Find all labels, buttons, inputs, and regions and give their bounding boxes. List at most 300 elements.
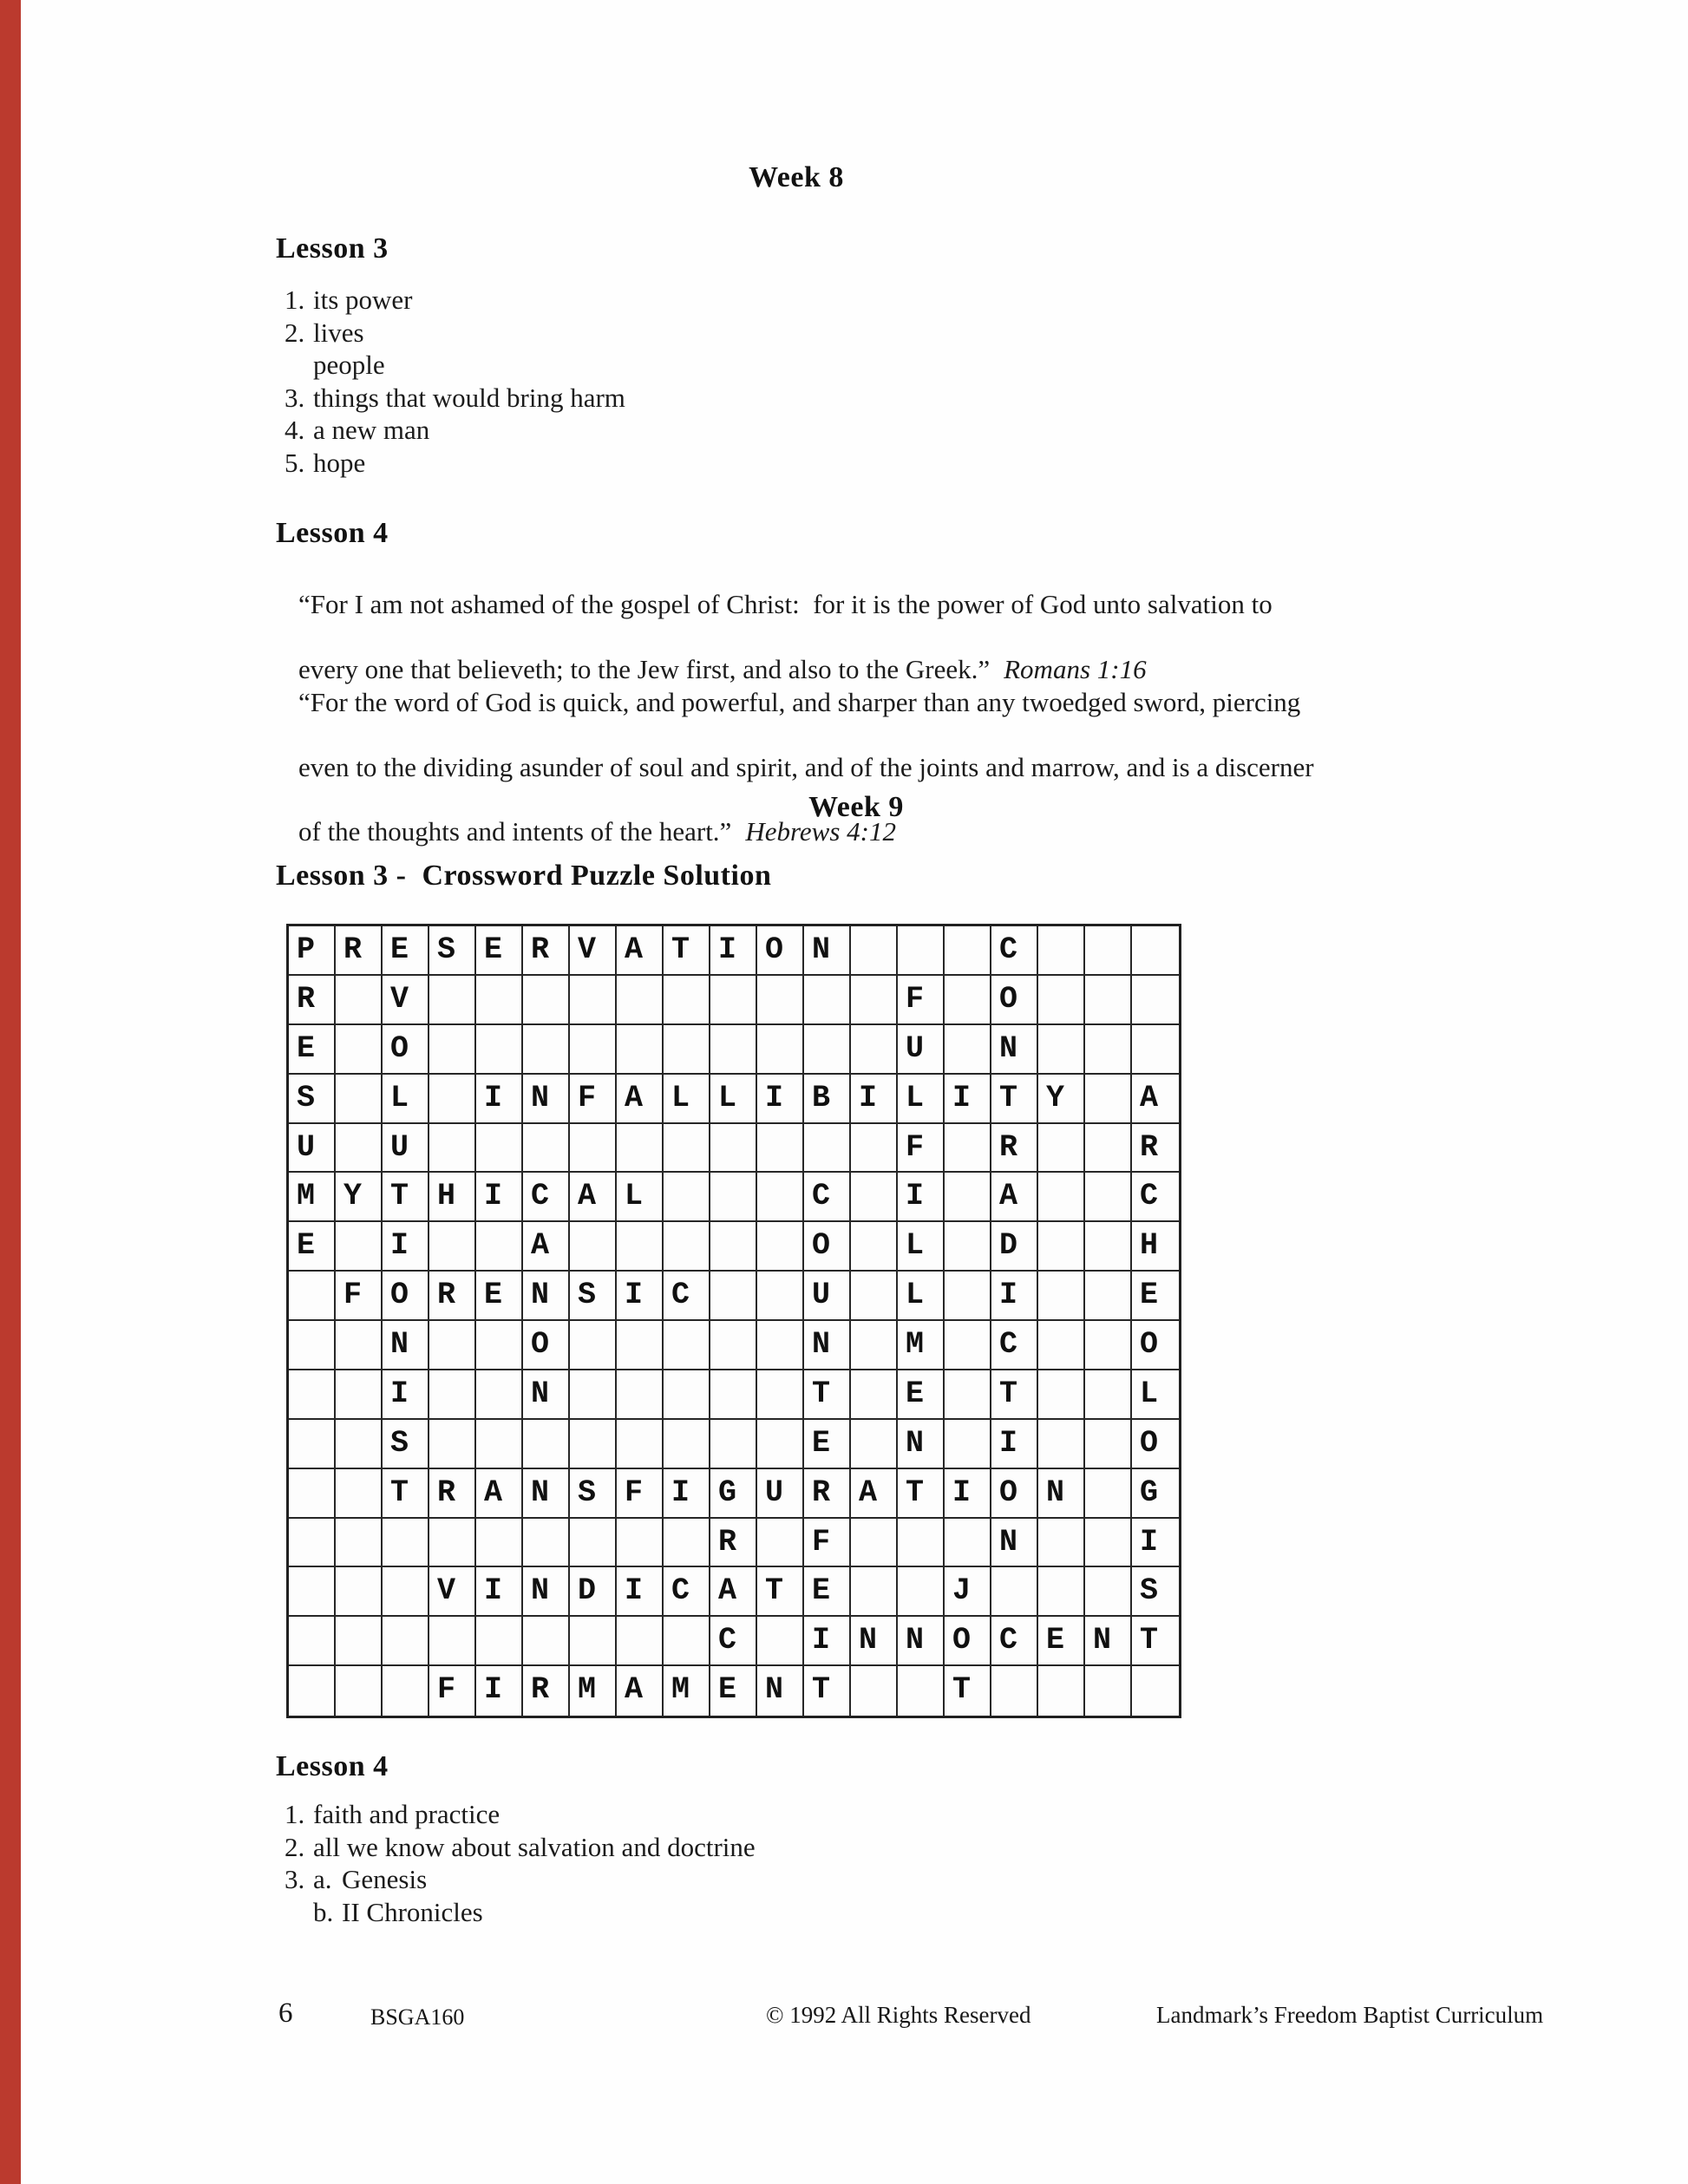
grid-cell-empty bbox=[570, 1025, 617, 1075]
grid-cell-letter: H bbox=[1132, 1222, 1179, 1272]
quote-romans-line2: every one that believeth; to the Jew first, and also to the Greek.” bbox=[298, 653, 991, 684]
grid-cell-letter: C bbox=[991, 1321, 1038, 1370]
grid-cell-letter: T bbox=[383, 1469, 429, 1519]
grid-cell-letter: E bbox=[804, 1420, 851, 1469]
grid-cell-letter: N bbox=[991, 1025, 1038, 1075]
grid-cell-empty bbox=[710, 1173, 757, 1222]
grid-cell-letter: E bbox=[289, 1025, 336, 1075]
grid-cell-empty bbox=[945, 1370, 991, 1420]
list-item-text: Genesis bbox=[342, 1864, 428, 1895]
list-item-subletter: b. bbox=[313, 1896, 334, 1927]
grid-cell-letter: R bbox=[429, 1469, 476, 1519]
grid-cell-letter: R bbox=[289, 976, 336, 1025]
grid-cell-letter: N bbox=[898, 1617, 945, 1666]
grid-cell-empty bbox=[664, 976, 710, 1025]
grid-cell-empty bbox=[1085, 926, 1132, 976]
grid-cell-letter: T bbox=[945, 1666, 991, 1716]
grid-cell-empty bbox=[945, 1272, 991, 1321]
grid-cell-letter: O bbox=[991, 976, 1038, 1025]
grid-cell-letter: S bbox=[1132, 1567, 1179, 1617]
grid-cell-empty bbox=[945, 1025, 991, 1075]
grid-cell-empty bbox=[570, 1124, 617, 1174]
grid-cell-empty bbox=[336, 1321, 383, 1370]
list-item bbox=[285, 1798, 756, 1831]
list-item-number bbox=[285, 349, 313, 382]
grid-cell-letter: L bbox=[383, 1075, 429, 1124]
grid-cell-empty bbox=[804, 1025, 851, 1075]
week8-title: Week 8 bbox=[749, 161, 844, 193]
grid-cell-empty bbox=[429, 1370, 476, 1420]
grid-cell-empty bbox=[757, 1420, 804, 1469]
grid-cell-empty bbox=[1085, 1469, 1132, 1519]
grid-cell-empty bbox=[710, 1025, 757, 1075]
grid-cell-empty bbox=[383, 1519, 429, 1568]
grid-cell-empty bbox=[336, 1469, 383, 1519]
grid-cell-letter: V bbox=[570, 926, 617, 976]
grid-cell-empty bbox=[710, 1420, 757, 1469]
grid-cell-empty bbox=[804, 1124, 851, 1174]
grid-cell-letter: N bbox=[1085, 1617, 1132, 1666]
grid-cell-empty bbox=[570, 1321, 617, 1370]
grid-cell-letter: M bbox=[570, 1666, 617, 1716]
grid-cell-empty bbox=[1132, 926, 1179, 976]
grid-cell-empty bbox=[1085, 1420, 1132, 1469]
quote-romans-line1: “For I am not ashamed of the gospel of Christ: for it is the power of God unto salvation to bbox=[298, 589, 1273, 620]
grid-cell-empty bbox=[617, 1519, 664, 1568]
grid-cell-empty bbox=[898, 1666, 945, 1716]
grid-cell-empty bbox=[289, 1666, 336, 1716]
list-item-number: 1. bbox=[285, 1799, 305, 1829]
grid-cell-empty bbox=[757, 1173, 804, 1222]
grid-cell-empty bbox=[336, 1370, 383, 1420]
grid-cell-letter: I bbox=[617, 1272, 664, 1321]
grid-cell-empty bbox=[476, 1370, 523, 1420]
grid-cell-letter: D bbox=[570, 1567, 617, 1617]
grid-cell-letter: D bbox=[991, 1222, 1038, 1272]
grid-cell-letter: T bbox=[991, 1075, 1038, 1124]
quote-hebrews-line1: “For the word of God is quick, and powerful, and sharper than any twoedged sword, piercing bbox=[298, 687, 1301, 718]
copyright-notice: © 1992 All Rights Reserved bbox=[766, 2002, 1031, 2028]
list-item-text: lives bbox=[313, 317, 364, 348]
grid-cell-empty bbox=[429, 1321, 476, 1370]
grid-cell-empty bbox=[570, 976, 617, 1025]
grid-cell-empty bbox=[851, 1124, 898, 1174]
grid-cell-empty bbox=[1085, 1370, 1132, 1420]
grid-cell-letter: F bbox=[898, 1124, 945, 1174]
grid-cell-empty bbox=[664, 1025, 710, 1075]
list-item-number: 2. bbox=[285, 317, 305, 348]
grid-cell-letter: C bbox=[710, 1617, 757, 1666]
grid-cell-letter: N bbox=[851, 1617, 898, 1666]
grid-cell-letter: N bbox=[804, 926, 851, 976]
grid-cell-empty bbox=[851, 1519, 898, 1568]
grid-cell-empty bbox=[851, 1321, 898, 1370]
grid-cell-letter: S bbox=[570, 1272, 617, 1321]
grid-cell-empty bbox=[851, 976, 898, 1025]
grid-cell-empty bbox=[757, 976, 804, 1025]
grid-cell-empty bbox=[1085, 1124, 1132, 1174]
grid-cell-empty bbox=[1038, 1173, 1085, 1222]
grid-cell-empty bbox=[991, 1666, 1038, 1716]
list-item bbox=[285, 349, 625, 382]
grid-cell-empty bbox=[664, 1420, 710, 1469]
grid-cell-empty bbox=[898, 1567, 945, 1617]
grid-cell-empty bbox=[757, 1025, 804, 1075]
grid-cell-letter: I bbox=[476, 1075, 523, 1124]
grid-cell-letter: E bbox=[383, 926, 429, 976]
grid-cell-empty bbox=[429, 1519, 476, 1568]
grid-cell-empty bbox=[289, 1519, 336, 1568]
grid-cell-letter: Y bbox=[1038, 1075, 1085, 1124]
grid-cell-empty bbox=[1132, 976, 1179, 1025]
grid-cell-empty bbox=[710, 1222, 757, 1272]
grid-cell-letter: J bbox=[945, 1567, 991, 1617]
grid-cell-empty bbox=[570, 1370, 617, 1420]
grid-cell-letter: S bbox=[570, 1469, 617, 1519]
grid-cell-letter: O bbox=[757, 926, 804, 976]
grid-cell-letter: F bbox=[429, 1666, 476, 1716]
grid-cell-letter: O bbox=[383, 1272, 429, 1321]
grid-cell-letter: N bbox=[523, 1075, 570, 1124]
grid-cell-empty bbox=[851, 1173, 898, 1222]
grid-cell-letter: G bbox=[1132, 1469, 1179, 1519]
grid-cell-empty bbox=[429, 1075, 476, 1124]
grid-cell-empty bbox=[945, 926, 991, 976]
grid-cell-letter: L bbox=[898, 1222, 945, 1272]
grid-cell-empty bbox=[851, 1567, 898, 1617]
list-item bbox=[285, 382, 625, 415]
page-number: 6 bbox=[278, 1998, 293, 2029]
grid-cell-empty bbox=[1038, 926, 1085, 976]
lesson4-bottom-heading: Lesson 4 bbox=[276, 1750, 389, 1782]
grid-cell-empty bbox=[476, 1222, 523, 1272]
left-red-stripe bbox=[0, 0, 21, 2184]
grid-cell-letter: S bbox=[289, 1075, 336, 1124]
grid-cell-empty bbox=[757, 1222, 804, 1272]
publisher-name: Landmark’s Freedom Baptist Curriculum bbox=[1156, 2002, 1544, 2028]
grid-cell-letter: L bbox=[617, 1173, 664, 1222]
grid-cell-empty bbox=[523, 1025, 570, 1075]
grid-cell-empty bbox=[757, 1370, 804, 1420]
grid-cell-empty bbox=[429, 1617, 476, 1666]
grid-cell-empty bbox=[1038, 1321, 1085, 1370]
grid-cell-letter: T bbox=[804, 1666, 851, 1716]
grid-cell-empty bbox=[1085, 976, 1132, 1025]
grid-cell-empty bbox=[945, 1420, 991, 1469]
grid-cell-empty bbox=[570, 1519, 617, 1568]
grid-cell-letter: E bbox=[710, 1666, 757, 1716]
grid-cell-empty bbox=[336, 1666, 383, 1716]
grid-cell-letter: L bbox=[1132, 1370, 1179, 1420]
grid-cell-letter: C bbox=[991, 1617, 1038, 1666]
grid-cell-empty bbox=[336, 976, 383, 1025]
grid-cell-empty bbox=[383, 1567, 429, 1617]
grid-cell-letter: F bbox=[804, 1519, 851, 1568]
grid-cell-letter: E bbox=[476, 1272, 523, 1321]
grid-cell-letter: C bbox=[1132, 1173, 1179, 1222]
grid-cell-letter: R bbox=[804, 1469, 851, 1519]
grid-cell-empty bbox=[336, 1124, 383, 1174]
grid-cell-empty bbox=[336, 1075, 383, 1124]
grid-cell-empty bbox=[1085, 1321, 1132, 1370]
grid-cell-empty bbox=[617, 1025, 664, 1075]
grid-cell-empty bbox=[945, 1124, 991, 1174]
grid-cell-empty bbox=[664, 1370, 710, 1420]
grid-cell-letter: T bbox=[664, 926, 710, 976]
grid-cell-letter: C bbox=[523, 1173, 570, 1222]
grid-cell-empty bbox=[757, 1124, 804, 1174]
grid-cell-letter: I bbox=[383, 1222, 429, 1272]
grid-cell-empty bbox=[476, 1025, 523, 1075]
grid-cell-letter: A bbox=[523, 1222, 570, 1272]
grid-cell-letter: G bbox=[710, 1469, 757, 1519]
grid-cell-letter: U bbox=[289, 1124, 336, 1174]
grid-cell-letter: O bbox=[945, 1617, 991, 1666]
grid-cell-empty bbox=[1038, 1420, 1085, 1469]
grid-cell-empty bbox=[523, 1124, 570, 1174]
grid-cell-empty bbox=[289, 1617, 336, 1666]
grid-cell-letter: V bbox=[429, 1567, 476, 1617]
list-item-number bbox=[285, 1896, 313, 1929]
grid-cell-empty bbox=[851, 1272, 898, 1321]
grid-cell-letter: R bbox=[1132, 1124, 1179, 1174]
grid-cell-letter: I bbox=[383, 1370, 429, 1420]
quote-hebrews-line2: even to the dividing asunder of soul and spirit, and of the joints and marrow, and is a discerner bbox=[298, 751, 1314, 782]
grid-cell-letter: A bbox=[710, 1567, 757, 1617]
grid-cell-letter: R bbox=[710, 1519, 757, 1568]
grid-cell-empty bbox=[476, 976, 523, 1025]
grid-cell-empty bbox=[289, 1420, 336, 1469]
grid-cell-empty bbox=[617, 1370, 664, 1420]
grid-cell-letter: U bbox=[383, 1124, 429, 1174]
grid-cell-empty bbox=[523, 1519, 570, 1568]
grid-cell-empty bbox=[1085, 1272, 1132, 1321]
grid-cell-empty bbox=[757, 1272, 804, 1321]
grid-cell-empty bbox=[851, 1666, 898, 1716]
grid-cell-empty bbox=[1038, 1025, 1085, 1075]
grid-cell-empty bbox=[429, 1124, 476, 1174]
grid-cell-letter: A bbox=[1132, 1075, 1179, 1124]
lesson3-answer-list bbox=[285, 284, 625, 480]
grid-cell-empty bbox=[289, 1321, 336, 1370]
grid-cell-empty bbox=[429, 1420, 476, 1469]
grid-cell-letter: O bbox=[523, 1321, 570, 1370]
grid-cell-empty bbox=[617, 1124, 664, 1174]
lesson4-answer-list bbox=[285, 1798, 756, 1928]
grid-cell-empty bbox=[289, 1272, 336, 1321]
grid-cell-empty bbox=[1132, 1666, 1179, 1716]
grid-cell-empty bbox=[1085, 1666, 1132, 1716]
grid-cell-letter: N bbox=[804, 1321, 851, 1370]
grid-cell-empty bbox=[617, 976, 664, 1025]
grid-cell-letter: E bbox=[1038, 1617, 1085, 1666]
grid-cell-empty bbox=[617, 1321, 664, 1370]
list-item bbox=[285, 1896, 756, 1929]
list-item-text: a new man bbox=[313, 415, 430, 446]
grid-cell-letter: I bbox=[476, 1567, 523, 1617]
grid-cell-letter: M bbox=[664, 1666, 710, 1716]
grid-cell-empty bbox=[1038, 1666, 1085, 1716]
grid-cell-empty bbox=[476, 1617, 523, 1666]
grid-cell-empty bbox=[523, 1420, 570, 1469]
grid-cell-empty bbox=[289, 1370, 336, 1420]
grid-cell-empty bbox=[898, 926, 945, 976]
list-item-subletter: a. bbox=[313, 1864, 332, 1895]
grid-cell-empty bbox=[1038, 1567, 1085, 1617]
grid-cell-empty bbox=[710, 1321, 757, 1370]
grid-cell-letter: O bbox=[1132, 1420, 1179, 1469]
crossword-grid bbox=[286, 924, 1181, 1718]
grid-cell-letter: B bbox=[804, 1075, 851, 1124]
grid-cell-letter: T bbox=[804, 1370, 851, 1420]
grid-cell-empty bbox=[710, 1272, 757, 1321]
grid-cell-empty bbox=[710, 976, 757, 1025]
list-item-text: things that would bring harm bbox=[313, 382, 625, 413]
grid-cell-letter: E bbox=[476, 926, 523, 976]
grid-cell-letter: U bbox=[898, 1025, 945, 1075]
grid-cell-empty bbox=[1038, 1124, 1085, 1174]
list-item-text: faith and practice bbox=[313, 1799, 501, 1829]
grid-cell-empty bbox=[804, 976, 851, 1025]
grid-cell-empty bbox=[1085, 1173, 1132, 1222]
grid-cell-letter: L bbox=[710, 1075, 757, 1124]
grid-cell-empty bbox=[523, 976, 570, 1025]
grid-cell-empty bbox=[945, 976, 991, 1025]
grid-cell-empty bbox=[1038, 976, 1085, 1025]
grid-cell-empty bbox=[1038, 1222, 1085, 1272]
grid-cell-letter: A bbox=[476, 1469, 523, 1519]
grid-cell-empty bbox=[664, 1519, 710, 1568]
grid-cell-empty bbox=[476, 1519, 523, 1568]
grid-cell-letter: I bbox=[664, 1469, 710, 1519]
grid-cell-letter: U bbox=[757, 1469, 804, 1519]
grid-cell-empty bbox=[336, 1567, 383, 1617]
grid-cell-letter: C bbox=[804, 1173, 851, 1222]
grid-cell-empty bbox=[476, 1124, 523, 1174]
grid-cell-empty bbox=[617, 1222, 664, 1272]
grid-cell-empty bbox=[570, 1222, 617, 1272]
grid-cell-empty bbox=[664, 1173, 710, 1222]
grid-cell-empty bbox=[476, 1321, 523, 1370]
list-item-text: its power bbox=[313, 284, 413, 315]
list-item-number: 4. bbox=[285, 415, 305, 446]
grid-cell-letter: A bbox=[617, 926, 664, 976]
grid-cell-letter: I bbox=[898, 1173, 945, 1222]
grid-cell-letter: A bbox=[617, 1075, 664, 1124]
grid-cell-letter: T bbox=[1132, 1617, 1179, 1666]
grid-cell-letter: E bbox=[1132, 1272, 1179, 1321]
grid-cell-letter: Y bbox=[336, 1173, 383, 1222]
grid-cell-letter: I bbox=[757, 1075, 804, 1124]
grid-cell-letter: C bbox=[991, 926, 1038, 976]
grid-cell-letter: N bbox=[1038, 1469, 1085, 1519]
grid-cell-empty bbox=[1085, 1025, 1132, 1075]
grid-cell-empty bbox=[336, 1025, 383, 1075]
grid-cell-letter: T bbox=[757, 1567, 804, 1617]
grid-cell-letter: N bbox=[898, 1420, 945, 1469]
grid-cell-empty bbox=[945, 1519, 991, 1568]
grid-cell-empty bbox=[710, 1124, 757, 1174]
grid-cell-letter: N bbox=[383, 1321, 429, 1370]
week9-title: Week 9 bbox=[808, 791, 904, 823]
grid-cell-letter: I bbox=[945, 1469, 991, 1519]
grid-cell-letter: A bbox=[991, 1173, 1038, 1222]
list-item-text: people bbox=[313, 350, 385, 381]
grid-cell-letter: I bbox=[851, 1075, 898, 1124]
grid-cell-letter: I bbox=[617, 1567, 664, 1617]
grid-cell-letter: L bbox=[898, 1272, 945, 1321]
quote-hebrews-citation: Hebrews 4:12 bbox=[745, 816, 896, 847]
list-item-number: 1. bbox=[285, 284, 305, 315]
grid-cell-letter: S bbox=[383, 1420, 429, 1469]
grid-cell-letter: N bbox=[523, 1272, 570, 1321]
grid-cell-empty bbox=[664, 1321, 710, 1370]
grid-cell-empty bbox=[1085, 1075, 1132, 1124]
grid-cell-letter: F bbox=[570, 1075, 617, 1124]
grid-cell-letter: E bbox=[289, 1222, 336, 1272]
grid-cell-empty bbox=[523, 1617, 570, 1666]
grid-cell-empty bbox=[570, 1617, 617, 1666]
grid-cell-empty bbox=[570, 1420, 617, 1469]
grid-cell-empty bbox=[1038, 1272, 1085, 1321]
grid-cell-letter: O bbox=[804, 1222, 851, 1272]
grid-cell-empty bbox=[383, 1666, 429, 1716]
grid-cell-empty bbox=[898, 1519, 945, 1568]
grid-cell-letter: N bbox=[523, 1370, 570, 1420]
grid-cell-empty bbox=[945, 1222, 991, 1272]
grid-cell-empty bbox=[851, 1025, 898, 1075]
grid-cell-empty bbox=[336, 1617, 383, 1666]
grid-cell-empty bbox=[476, 1420, 523, 1469]
grid-cell-letter: N bbox=[523, 1469, 570, 1519]
grid-cell-letter: I bbox=[991, 1272, 1038, 1321]
course-code: BSGA160 bbox=[370, 2004, 465, 2030]
grid-cell-letter: P bbox=[289, 926, 336, 976]
list-item bbox=[285, 1863, 756, 1896]
quote-romans-citation: Romans 1:16 bbox=[1004, 653, 1147, 684]
grid-cell-empty bbox=[851, 926, 898, 976]
grid-cell-letter: I bbox=[476, 1173, 523, 1222]
grid-cell-letter: M bbox=[898, 1321, 945, 1370]
grid-cell-letter: R bbox=[523, 1666, 570, 1716]
crossword-heading: Lesson 3 - Crossword Puzzle Solution bbox=[276, 860, 772, 892]
grid-cell-empty bbox=[851, 1222, 898, 1272]
list-item-number: 5. bbox=[285, 447, 305, 478]
quote-hebrews bbox=[272, 654, 1538, 879]
grid-cell-empty bbox=[664, 1617, 710, 1666]
list-item bbox=[285, 284, 625, 317]
grid-cell-letter: S bbox=[429, 926, 476, 976]
grid-cell-empty bbox=[336, 1222, 383, 1272]
grid-cell-empty bbox=[757, 1617, 804, 1666]
list-item-text: hope bbox=[313, 447, 366, 478]
grid-cell-empty bbox=[1085, 1222, 1132, 1272]
grid-cell-empty bbox=[383, 1617, 429, 1666]
grid-cell-letter: E bbox=[804, 1567, 851, 1617]
list-item bbox=[285, 414, 625, 447]
grid-cell-empty bbox=[710, 1370, 757, 1420]
grid-cell-letter: I bbox=[1132, 1519, 1179, 1568]
grid-cell-letter: N bbox=[991, 1519, 1038, 1568]
grid-cell-empty bbox=[617, 1617, 664, 1666]
grid-cell-letter: L bbox=[898, 1075, 945, 1124]
grid-cell-empty bbox=[289, 1567, 336, 1617]
grid-cell-empty bbox=[429, 1025, 476, 1075]
grid-cell-letter: L bbox=[664, 1075, 710, 1124]
list-item bbox=[285, 1831, 756, 1864]
list-item bbox=[285, 447, 625, 480]
grid-cell-letter: R bbox=[523, 926, 570, 976]
